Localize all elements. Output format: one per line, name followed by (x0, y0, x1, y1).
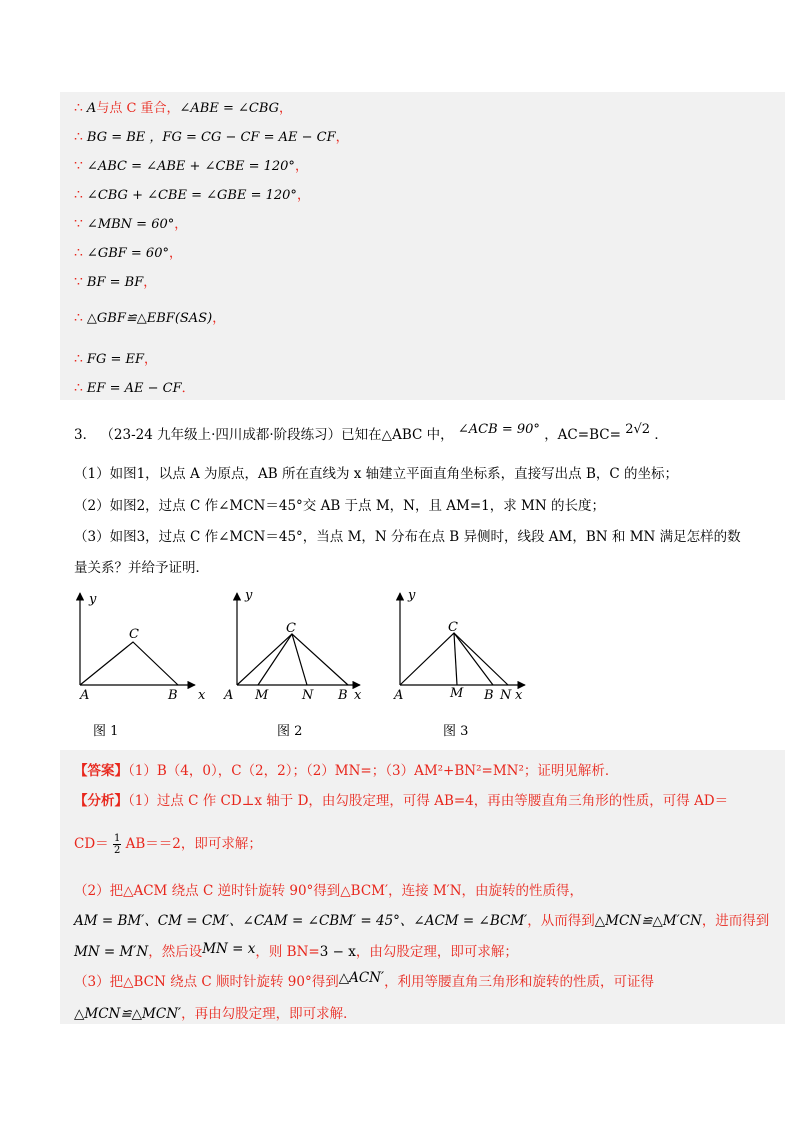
proof-symbol: ∴ (74, 187, 83, 203)
figure-1-caption: 图 1 (93, 724, 119, 739)
proof-line (74, 126, 349, 145)
proof-math: ∠ABC = ∠ABE + ∠CBE = 120° (86, 159, 295, 174)
answer-tag: 【答案】 (74, 763, 128, 779)
answer-line (74, 759, 618, 779)
fig1-x-label: x (198, 688, 206, 703)
proof-text: ， (212, 311, 226, 326)
fig3-m-label: M (450, 686, 464, 701)
analysis-frac-den: 2 (113, 845, 121, 856)
question-part3b: 量关系？并给予证明． (74, 560, 209, 576)
analysis-line5c: MN = x (202, 941, 256, 957)
fig3-y-label: y (408, 588, 416, 603)
fig2-b-label: B (338, 688, 348, 703)
proof-text: ， (143, 275, 157, 290)
fig2-x-label: x (354, 688, 362, 703)
analysis-line3: （2）把△ACM 绕点 C 逆时针旋转 90°得到△BCM′，连接 M′N，由旋转的性质得， (74, 883, 584, 899)
proof-math: ∠MBN = 60° (86, 217, 175, 232)
analysis-line2a: CD＝ (74, 836, 109, 852)
fig3-a-label: A (394, 688, 404, 703)
analysis-line4d: ，进而得到 (701, 913, 770, 929)
proof-math: FG = EF (86, 352, 144, 367)
figure-3 (393, 588, 525, 703)
proof-symbol: ∵ (74, 158, 83, 174)
analysis-tag: 【分析】 (74, 793, 128, 809)
figure-2 (223, 588, 362, 703)
proof-line (74, 377, 195, 396)
question-cond-value: 2√2 (625, 422, 651, 437)
fig1-c-label: C (129, 627, 139, 642)
proof-symbol: ∵ (74, 216, 83, 232)
analysis-line1 (74, 789, 728, 809)
proof-text: ， (296, 188, 310, 203)
analysis-line4b: ，从而得到 (527, 913, 595, 929)
analysis-line2 (74, 832, 262, 856)
question-cond-angle: ∠ACB = 90° (457, 422, 540, 437)
analysis-line5d: ，则 BN= (255, 944, 320, 960)
proof-math: △GBF≌△EBF(SAS) (86, 311, 213, 326)
analysis-line6c: ，利用等腰直角三角形和旋转的性质，可证得 (384, 974, 655, 990)
fig2-n-label: N (302, 688, 314, 703)
analysis-line5b: ，然后设 (148, 944, 203, 960)
proof-line (74, 242, 182, 261)
fig2-a-label: A (224, 688, 234, 703)
analysis-line4c: △MCN≌△M′CN (594, 913, 702, 929)
analysis-line1-text: （1）过点 C 作 CD⊥x 轴于 D，由勾股定理，可得 AB=4，再由等腰直角三角形的性质，可得 AD＝ (128, 793, 729, 809)
question-source: （23-24 九年级上·四川成都·阶段练习）已知在△ABC 中， (100, 427, 454, 443)
figure-1 (79, 592, 206, 703)
proof-text: ， (335, 130, 349, 145)
fig1-b-label: B (168, 688, 178, 703)
proof-text: ， (144, 352, 158, 367)
analysis-line7 (74, 1002, 357, 1022)
analysis-line6 (74, 970, 654, 990)
question-cond-sides: ，AC=BC= (544, 427, 621, 443)
analysis-line7a: △MCN≌△MCN′ (74, 1006, 182, 1022)
question-header (74, 423, 668, 443)
analysis-line5a: MN = M′N (74, 944, 149, 960)
analysis-line5f: ，由勾股定理，即可求解； (355, 944, 518, 960)
proof-line (74, 348, 157, 367)
proof-line (74, 213, 187, 232)
figure-3-caption: 图 3 (443, 724, 469, 739)
proof-text: ， (174, 217, 188, 232)
proof-line (74, 184, 310, 203)
question-part1: （1）如图1，以点 A 为原点，AB 所在直线为 x 轴建立平面直角坐标系，直接写出点 B，C 的坐标； (74, 466, 678, 482)
fig3-b-label: B (484, 688, 494, 703)
proof-symbol: ∴ (74, 129, 83, 145)
proof-math-2: ∠ABE = ∠CBG (179, 101, 280, 116)
proof-symbol: ∴ (74, 380, 83, 396)
fig2-m-label: M (255, 688, 269, 703)
fig1-a-label: A (80, 688, 90, 703)
analysis-line7b: ，再由勾股定理，即可求解． (181, 1006, 357, 1022)
fig1-y-label: y (89, 592, 97, 607)
proof-tail: ， (279, 101, 293, 116)
fig2-c-label: C (286, 621, 296, 636)
answer-text: （1）B（4，0），C（2，2）；（2）MN=；（3）AM²+BN²=MN²；证明见解析． (128, 763, 619, 779)
question-part2: （2）如图2，过点 C 作∠MCN＝45°交 AB 于点 M，N，且 AM=1，求 MN 的长度； (74, 498, 605, 514)
proof-text: 与点 C 重合， (96, 101, 180, 116)
proof-line (74, 97, 292, 116)
proof-line (74, 155, 308, 174)
analysis-line5 (74, 940, 518, 960)
analysis-fraction (113, 833, 121, 856)
question-cond-end: ． (654, 427, 668, 443)
fig3-c-label: C (448, 620, 458, 635)
proof-math: A (86, 101, 97, 116)
proof-symbol: ∴ (74, 100, 83, 116)
proof-line (74, 271, 156, 290)
question-part3a: （3）如图3，过点 C 作∠MCN＝45°，当点 M，N 分布在点 B 异侧时，线段 AM，BN 和 MN 满足怎样的数 (74, 529, 741, 545)
analysis-line4 (74, 909, 769, 929)
question-number: 3． (74, 427, 97, 443)
analysis-line4a: AM = BM′、CM = CM′、∠CAM = ∠CBM′ = 45°、∠ACM = ∠BCM′ (74, 913, 528, 929)
proof-math: ∠GBF = 60° (86, 246, 169, 261)
analysis-line2b: AB＝＝2，即可求解； (125, 836, 262, 852)
proof-math: BF = BF (86, 275, 144, 290)
fig2-y-label: y (245, 588, 253, 603)
proof-math: BG = BE ，FG = CG − CF = AE − CF (86, 130, 336, 145)
analysis-line6b: △ACN′ (338, 970, 385, 986)
proof-line (74, 307, 225, 326)
proof-symbol: ∵ (74, 274, 83, 290)
proof-text: ， (168, 246, 182, 261)
proof-symbol: ∴ (74, 245, 83, 261)
proof-math: ∠CBG + ∠CBE = ∠GBE = 120° (86, 188, 297, 203)
fig3-x-label: x (515, 688, 523, 703)
figures (0, 585, 800, 745)
analysis-line5e: 3 − x (319, 944, 356, 960)
proof-symbol: ∴ (74, 310, 83, 326)
proof-text: ， (294, 159, 308, 174)
figure-2-caption: 图 2 (277, 724, 303, 739)
analysis-line6a: （3）把△BCN 绕点 C 顺时针旋转 90°得到 (74, 974, 339, 990)
proof-symbol: ∴ (74, 351, 83, 367)
analysis-frac-num: 1 (113, 833, 121, 844)
fig3-n-label: N (500, 688, 512, 703)
proof-math: EF = AE − CF (86, 381, 182, 396)
proof-text: ． (181, 381, 195, 396)
